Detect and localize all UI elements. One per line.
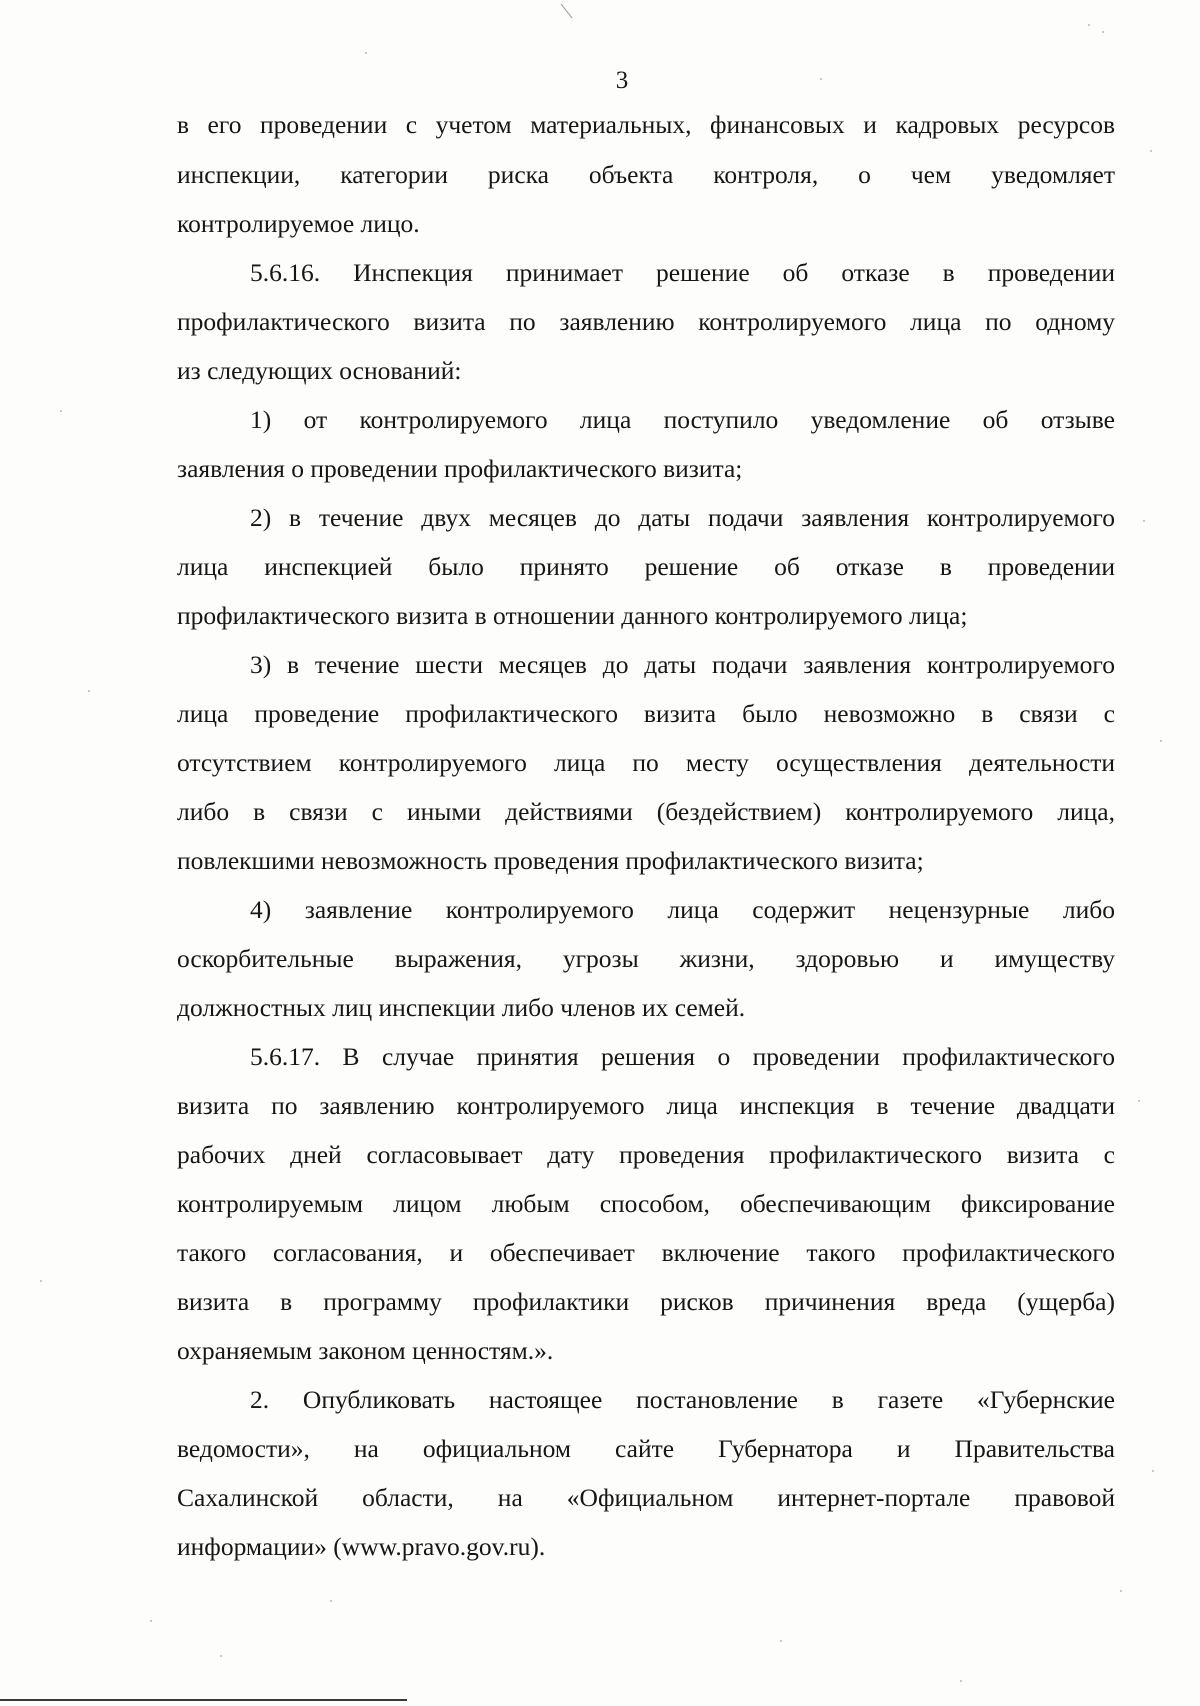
- text-line: контролируемым лицом любым способом, обеспечивающим фиксирование: [177, 1189, 1115, 1218]
- text-line: профилактического визита в отношении данного контролируемого лица;: [177, 601, 968, 630]
- text-line: из следующих оснований:: [177, 356, 462, 385]
- text-line: визита в программу профилактики рисков причинения вреда (ущерба): [177, 1287, 1115, 1316]
- text-line: информации» (www.pravo.gov.ru).: [177, 1532, 546, 1561]
- text-line: 5.6.16. Инспекция принимает решение об отказе в проведении: [250, 258, 1115, 287]
- text-line: 1) от контролируемого лица поступило уведомление об отзыве: [250, 405, 1115, 434]
- text-line: повлекшими невозможность проведения профилактического визита;: [177, 846, 924, 875]
- text-line: оскорбительные выражения, угрозы жизни, здоровью и имуществу: [177, 944, 1115, 973]
- text-line: 4) заявление контролируемого лица содержит нецензурные либо: [250, 895, 1115, 924]
- text-line: отсутствием контролируемого лица по месту осуществления деятельности: [177, 748, 1115, 777]
- text-line: такого согласования, и обеспечивает включение такого профилактического: [177, 1238, 1115, 1267]
- text-line: инспекции, категории риска объекта контроля, о чем уведомляет: [177, 160, 1115, 189]
- text-line: либо в связи с иными действиями (бездействием) контролируемого лица,: [177, 797, 1115, 826]
- text-line: контролируемое лицо.: [177, 209, 420, 238]
- scan-edge-line: [0, 1699, 407, 1701]
- text-line: 3) в течение шести месяцев до даты подачи заявления контролируемого: [250, 650, 1115, 679]
- text-line: должностных лиц инспекции либо членов их семей.: [177, 993, 746, 1022]
- text-line: в его проведении с учетом материальных, финансовых и кадровых ресурсов: [177, 110, 1115, 139]
- text-line: 2. Опубликовать настоящее постановление в газете «Губернские: [250, 1385, 1115, 1414]
- page-number: 3: [615, 67, 629, 94]
- text-line: заявления о проведении профилактического визита;: [177, 454, 743, 483]
- text-line: Сахалинской области, на «Официальном интернет-портале правовой: [177, 1483, 1115, 1512]
- scan-artifact: [561, 4, 573, 19]
- text-line: ведомости», на официальном сайте Губернатора и Правительства: [177, 1434, 1115, 1463]
- text-line: лица инспекцией было принято решение об отказе в проведении: [177, 552, 1115, 581]
- text-line: охраняемым законом ценностям.».: [177, 1336, 554, 1365]
- text-line: 5.6.17. В случае принятия решения о проведении профилактического: [250, 1042, 1115, 1071]
- text-line: профилактического визита по заявлению контролируемого лица по одному: [177, 307, 1115, 336]
- text-line: 2) в течение двух месяцев до даты подачи заявления контролируемого: [250, 503, 1115, 532]
- text-line: рабочих дней согласовывает дату проведения профилактического визита с: [177, 1140, 1115, 1169]
- text-line: визита по заявлению контролируемого лица инспекция в течение двадцати: [177, 1091, 1115, 1120]
- text-line: лица проведение профилактического визита было невозможно в связи с: [177, 699, 1115, 728]
